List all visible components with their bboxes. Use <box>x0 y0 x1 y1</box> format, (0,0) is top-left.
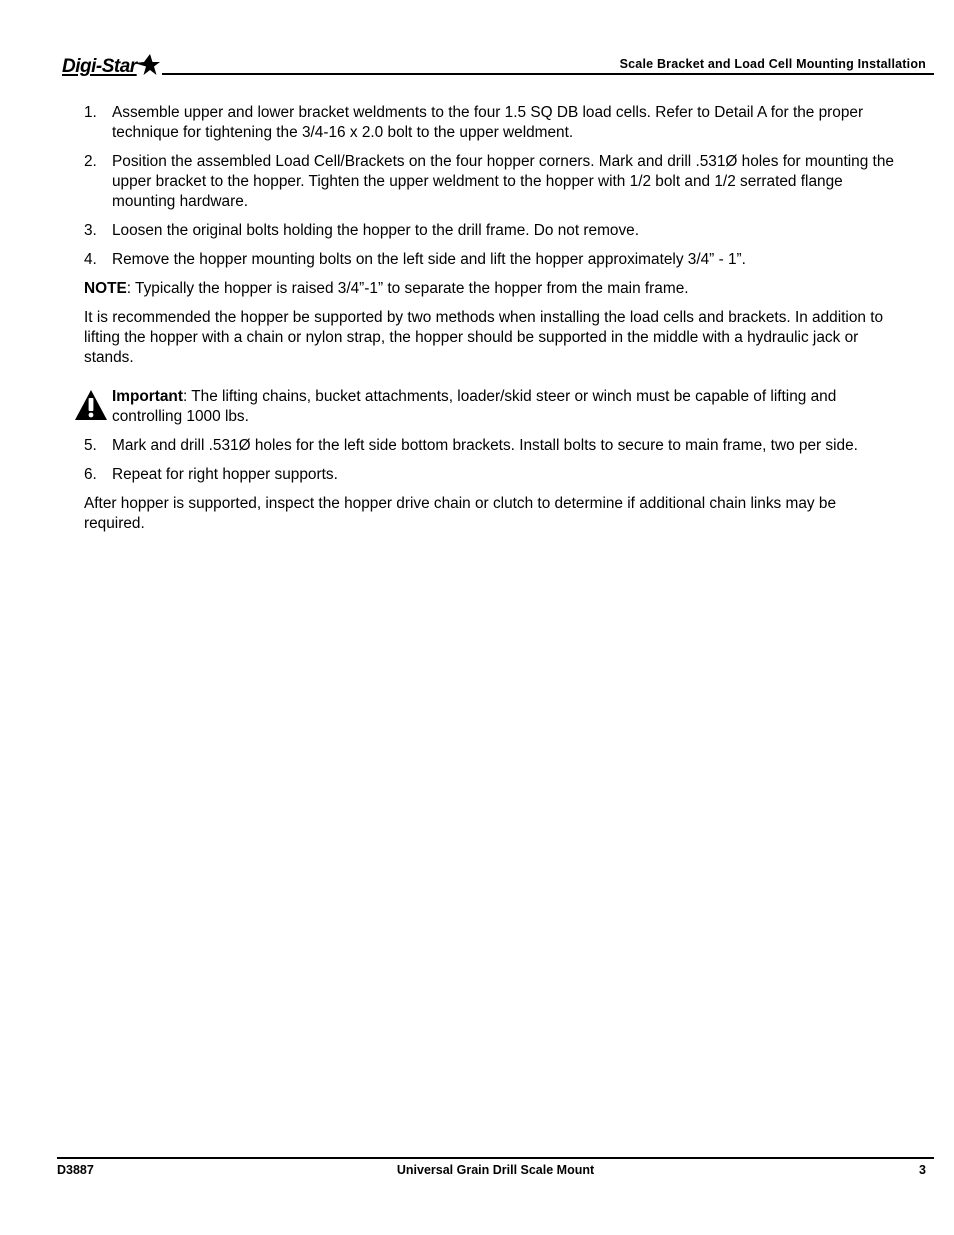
footer-rule <box>57 1157 934 1159</box>
header-rule <box>162 73 934 75</box>
step-text: Remove the hopper mounting bolts on the left side and lift the hopper approximately 3/4” - 1”. <box>112 251 746 268</box>
inspection-paragraph: After hopper is supported, inspect the hopper drive chain or clutch to determine if additional chain links may be required. <box>84 495 836 532</box>
footer-title: Universal Grain Drill Scale Mount <box>396 1163 595 1177</box>
list-item <box>84 465 899 485</box>
list-item <box>84 436 899 456</box>
header-title: Scale Bracket and Load Cell Mounting Installation <box>619 57 926 71</box>
step-number: 3. <box>84 222 97 239</box>
step-text: Loosen the original bolts holding the hopper to the drill frame. Do not remove. <box>112 222 640 239</box>
page-header <box>62 50 934 78</box>
list-item <box>84 103 899 143</box>
page-content <box>84 103 899 543</box>
step-number: 1. <box>84 104 97 121</box>
note-label: NOTE <box>84 280 127 297</box>
list-item <box>84 152 899 212</box>
page-number: 3 <box>919 1163 926 1177</box>
support-paragraph: It is recommended the hopper be supported by two methods when installing the load cells and brackets. In addition to lifting the hopper with a chain or nylon strap, the hopper should be supported in the middle with a hydraulic jack or stands. <box>84 309 884 366</box>
star-icon <box>134 53 160 77</box>
doc-number: D3887 <box>57 1163 94 1177</box>
logo-text: Digi-Star <box>62 56 137 77</box>
step-number: 5. <box>84 437 97 454</box>
step-text: Mark and drill .531Ø holes for the left side bottom brackets. Install bolts to secure to main frame, two per side. <box>112 437 858 454</box>
step-text: Position the assembled Load Cell/Brackets on the four hopper corners. Mark and drill .531Ø holes for mounting the upper bracket to the hopper. Tighten the upper weldment to the hopper with 1/2 bolt and 1/2 serrated flange mounting hardware. <box>112 153 894 210</box>
list-item <box>84 250 899 270</box>
digi-star-logo <box>62 52 160 78</box>
note-text: : Typically the hopper is raised 3/4”-1” to separate the hopper from the main frame. <box>126 280 689 297</box>
step-number: 2. <box>84 153 97 170</box>
important-callout <box>84 387 899 427</box>
important-text: : The lifting chains, bucket attachments, loader/skid steer or winch must be capable of lifting and controlling 1000 lbs. <box>112 388 837 425</box>
step-number: 6. <box>84 466 97 483</box>
page-footer <box>57 1157 934 1181</box>
note-paragraph <box>84 279 899 299</box>
list-item <box>84 221 899 241</box>
important-label: Important <box>112 388 183 405</box>
step-number: 4. <box>84 251 97 268</box>
warning-icon <box>74 389 108 421</box>
step-text: Assemble upper and lower bracket weldments to the four 1.5 SQ DB load cells. Refer to Detail A for the proper technique for tightening the 3/4-16 x 2.0 bolt to the upper weldment. <box>112 104 864 141</box>
step-text: Repeat for right hopper supports. <box>112 466 338 483</box>
